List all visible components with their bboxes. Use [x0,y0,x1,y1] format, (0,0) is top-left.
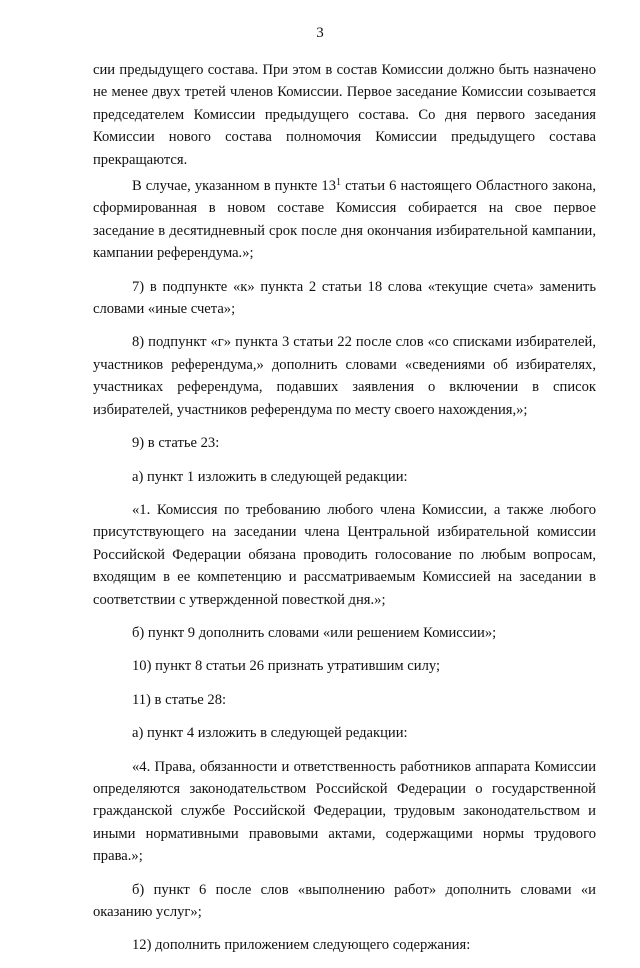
paragraph-item-11a: а) пункт 4 изложить в следующей редакции: [132,725,408,742]
paragraph-item-9a: а) пункт 1 изложить в следующей редакции: [132,468,408,485]
paragraph-item-8: 8) подпункт «г» пункта 3 статьи 22 после слов «со списками избирателей, участников референдума,» дополнить словами «сведениями об избирателях, участниках референдума, подавших заявления о включении в список избирателей, участников референдума по месту своего нахождения,»; [93,334,596,418]
paragraph-article-6-reference [93,175,596,265]
paragraph-item-7: 7) в подпункте «к» пункта 2 статьи 18 слова «текущие счета» заменить словами «иные счета»; [93,278,596,318]
paragraph-item-12: 12) дополнить приложением следующего содержания: [132,937,471,954]
paragraph-text-end: статьи 6 настоящего Областного закона, сформированная в новом составе Комиссия собирается на свое первое заседание в десятидневный срок после дня окончания избирательной кампании, кампании референдума.»; [93,178,596,262]
superscript-index: 1 [336,177,341,189]
document-body [93,59,596,968]
paragraph-text-start: В случае, указанном в пункте 13 [132,178,336,195]
paragraph-quote-point-4: «4. Права, обязанности и ответственность работников аппарата Комиссии определяются законодательством Российской Федерации о государственной гражданской службе Российской Федерации, трудовым законодательством и иными нормативными правовыми актами, содержащими нормы трудового права.»; [93,758,596,865]
paragraph-item-9b: б) пункт 9 дополнить словами «или решением Комиссии»; [132,624,497,641]
paragraph-item-9: 9) в статье 23: [132,435,220,452]
paragraph-item-11: 11) в статье 28: [132,691,227,708]
page-number: 3 [316,25,324,41]
paragraph-quote-point-1: «1. Комиссия по требованию любого члена Комиссии, а также любого присутствующего на заседании члена Центральной избирательной комиссии Российской Федерации обязана проводить голосование по любым вопросам, входящим в ее компетенцию и рассматриваемым Комиссией на заседании в соответствии с утвержденной повесткой дня.»; [93,501,596,608]
paragraph-item-11b: б) пункт 6 после слов «выполнению работ» дополнить словами «и оказанию услуг»; [93,881,596,920]
paragraph-item-10: 10) пункт 8 статьи 26 признать утратившим силу; [132,658,441,675]
paragraph-continuation: сии предыдущего состава. При этом в состав Комиссии должно быть назначено не менее двух третей членов Комиссии. Первое заседание Комиссии созывается председателем Комиссии предыдущего состава. Со дня первого заседания Комиссии нового состава полномочия Комиссии предыдущего состава прекращаются. [93,62,596,168]
